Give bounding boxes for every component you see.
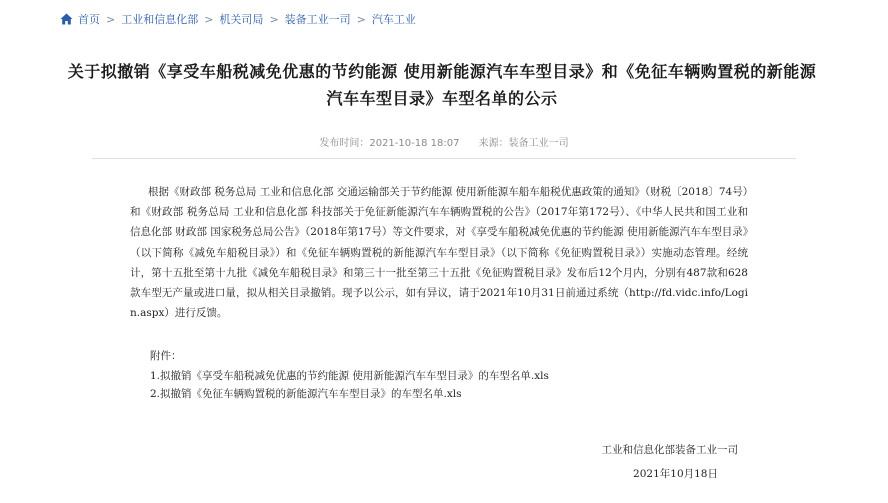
breadcrumb-equipment-dept[interactable]: 装备工业一司: [284, 13, 351, 26]
source-label: 来源：: [478, 138, 509, 149]
publish-time-value: 2021-10-18 18:07: [369, 138, 460, 149]
source: [479, 138, 569, 149]
home-icon[interactable]: [60, 13, 73, 25]
signature-date: 2021年10月18日: [633, 468, 718, 480]
divider: [92, 158, 796, 159]
attachments-section: [150, 347, 750, 403]
attachments-label: 附件：: [150, 350, 182, 362]
publish-time: [319, 138, 459, 149]
breadcrumb-miit[interactable]: 工业和信息化部: [121, 13, 199, 26]
page-title: 关于拟撤销《享受车船税减免优惠的节约能源 使用新能源汽车车型目录》和《免征车辆购置税的新能源汽车车型目录》车型名单的公示: [67, 62, 817, 108]
breadcrumb-separator: >: [106, 12, 116, 26]
source-value: 装备工业一司: [508, 138, 569, 149]
breadcrumb-separator: >: [204, 12, 214, 26]
breadcrumb-home[interactable]: 首页: [78, 13, 100, 26]
signature-org: 工业和信息化部装备工业一司: [601, 444, 738, 456]
article-meta: [0, 134, 888, 149]
publish-label: 发布时间：: [319, 138, 370, 149]
breadcrumb-separator: >: [356, 12, 366, 26]
breadcrumb: [60, 11, 416, 27]
attachment-link-2[interactable]: 2.拟撤销《免征车辆购置税的新能源汽车车型目录》的车型名单.xls: [150, 388, 462, 400]
signature-block: [602, 438, 739, 486]
breadcrumb-auto-industry[interactable]: 汽车工业: [371, 13, 416, 26]
breadcrumb-separator: >: [269, 12, 279, 26]
breadcrumb-departments[interactable]: 机关司局: [219, 13, 264, 26]
article-body: 根据《财政部 税务总局 工业和信息化部 交通运输部关于节约能源 使用新能源车船车船税优惠政策的通知》（财税〔2018〕74号）和《财政部 税务总局 工业和信息化部 科技部关于免征新能源汽车车辆购置税的公告》（2017年第172号）、《中华人民共和国工业和信息化部 财政部 国家税务总局公告》（2018年第17号）等文件要求，对《享受车船税减免优惠的节约能源 使用新能源汽车车型目录》（以下简称《减免车船税目录》）和《免征车辆购置税的新能源汽车车型目录》（以下简称《免征购置税目录》）实施动态管理。经统计，第十五批至第十九批《减免车船税目录》和第三十一批至第三十五批《免征购置税目录》发布后12个月内，分别有487款和628款车型无产量或进口量，拟从相关目录撤销。现予以公示，如有异议，请于2021年10月31日前通过系统（http://fd.vidc.info/Login.aspx）进行反馈。: [130, 186, 748, 320]
attachment-link-1[interactable]: 1.拟撤销《享受车船税减免优惠的节约能源 使用新能源汽车车型目录》的车型名单.xls: [150, 370, 549, 382]
